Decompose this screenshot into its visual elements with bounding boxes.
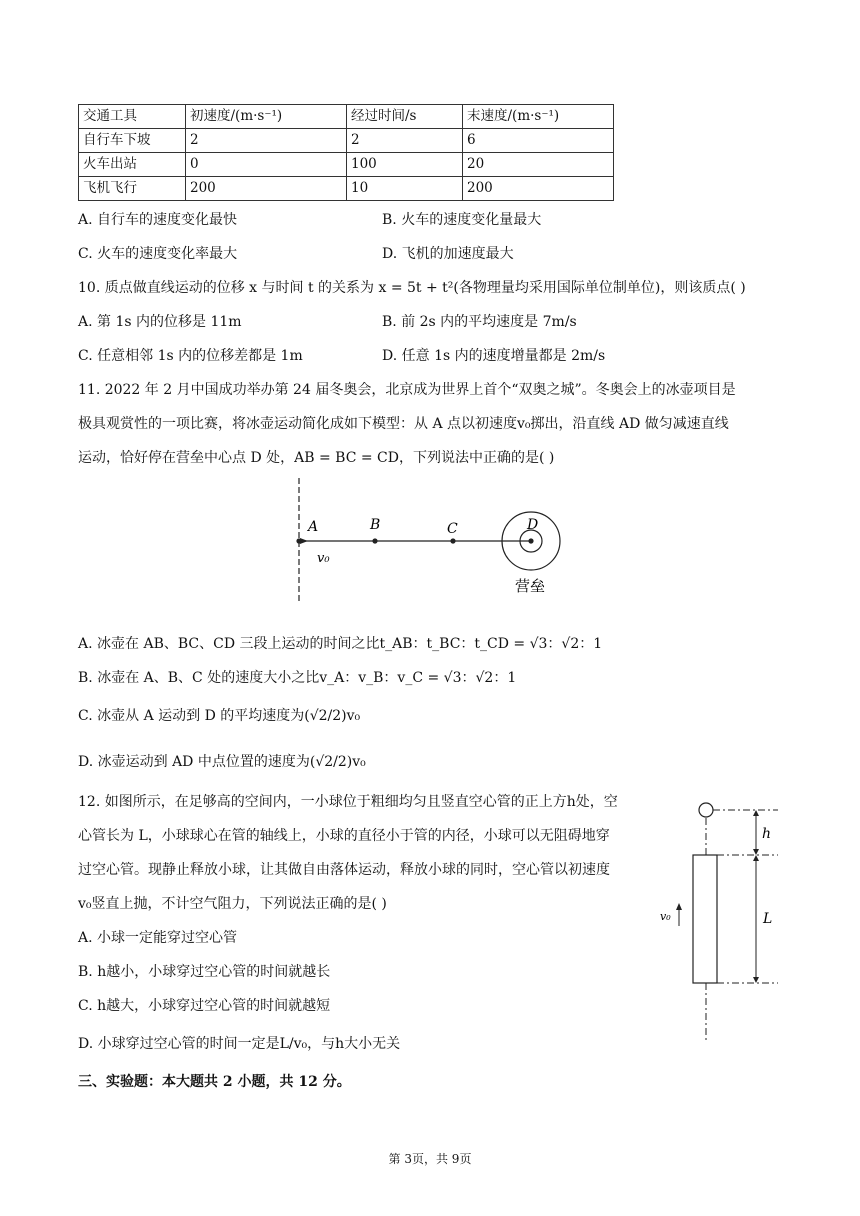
q12-stem-line4: v₀竖直上抛，不计空气阻力，下列说法正确的是( ) — [78, 896, 387, 912]
point-c — [450, 538, 455, 543]
label-l: L — [763, 911, 773, 927]
q11-option-a: A. 冰壶在 AB、BC、CD 三段上运动的时间之比t_AB：t_BC：t_CD = √3：√2：1 — [78, 636, 603, 652]
table-cell: 飞机飞行 — [79, 177, 186, 201]
table-row — [79, 153, 614, 177]
table-cell: 火车出站 — [79, 153, 186, 177]
label-target: 营垒 — [515, 577, 546, 595]
h-arrow-bottom — [753, 849, 759, 855]
table-cell: 自行车下坡 — [79, 129, 186, 153]
table-row — [79, 129, 614, 153]
table-cell: 20 — [463, 153, 614, 177]
q12-stem-line1: 12. 如图所示，在足够高的空间内，一小球位于粗细均匀且竖直空心管的正上方h处，空 — [78, 794, 618, 810]
q10-option-b: B. 前 2s 内的平均速度是 7m/s — [382, 314, 577, 330]
label-v0: v₀ — [317, 551, 330, 566]
curling-diagram — [280, 474, 580, 604]
point-b — [372, 538, 377, 543]
table-cell: 2 — [186, 129, 347, 153]
table-header-cell: 初速度/(m·s⁻¹) — [186, 105, 347, 129]
q9-option-c: C. 火车的速度变化率最大 — [78, 246, 238, 262]
page-footer: 第 3页，共 9页 — [388, 1152, 472, 1166]
table-header-cell: 末速度/(m·s⁻¹) — [463, 105, 614, 129]
label-h: h — [762, 826, 772, 842]
q9-option-b: B. 火车的速度变化量最大 — [382, 212, 542, 228]
h-arrow-top — [753, 810, 759, 816]
q12-option-c: C. h越大，小球穿过空心管的时间就越短 — [78, 998, 331, 1014]
q12-option-a: A. 小球一定能穿过空心管 — [78, 930, 238, 946]
table-cell: 10 — [347, 177, 463, 201]
table-header-cell: 经过时间/s — [347, 105, 463, 129]
q9-option-d: D. 飞机的加速度最大 — [382, 246, 514, 262]
q11-option-c: C. 冰壶从 A 运动到 D 的平均速度为(√2/2)v₀ — [78, 708, 361, 724]
table-cell: 2 — [347, 129, 463, 153]
label-a: A — [308, 519, 319, 535]
table-row — [79, 177, 614, 201]
point-a — [296, 538, 301, 543]
q9-option-a: A. 自行车的速度变化最快 — [78, 212, 238, 228]
table-header-row — [79, 105, 614, 129]
table-cell: 100 — [347, 153, 463, 177]
q10-option-d: D. 任意 1s 内的速度增量都是 2m/s — [382, 348, 606, 364]
q11-option-b: B. 冰壶在 A、B、C 处的速度大小之比v_A：v_B：v_C = √3：√2：1 — [78, 670, 517, 686]
label-c: C — [447, 521, 458, 537]
tube-diagram — [650, 796, 800, 1046]
l-arrow-bottom — [753, 977, 759, 983]
hollow-tube — [693, 855, 717, 983]
q12-stem-line3: 过空心管。现静止释放小球，让其做自由落体运动，释放小球的同时，空心管以初速度 — [78, 862, 610, 878]
label-v0: v₀ — [660, 910, 671, 923]
q11-option-d: D. 冰壶运动到 AD 中点位置的速度为(√2/2)v₀ — [78, 754, 366, 770]
table-cell: 6 — [463, 129, 614, 153]
q11-stem-line2: 极具观赏性的一项比赛，将冰壶运动简化成如下模型：从 A 点以初速度v₀掷出，沿直线 AD 做匀减速直线 — [78, 416, 729, 432]
point-d — [528, 538, 533, 543]
q11-stem-line1: 11. 2022 年 2 月中国成功举办第 24 届冬奥会，北京成为世界上首个“双奥之城”。冬奥会上的冰壶项目是 — [78, 382, 736, 398]
section-title: 三、实验题：本大题共 2 小题，共 12 分。 — [78, 1074, 351, 1090]
v0-arrow-head — [676, 903, 682, 910]
q10-option-a: A. 第 1s 内的位移是 11m — [78, 314, 242, 330]
table-cell: 0 — [186, 153, 347, 177]
q10-option-c: C. 任意相邻 1s 内的位移差都是 1m — [78, 348, 303, 364]
q10-stem: 10. 质点做直线运动的位移 x 与时间 t 的关系为 x = 5t + t²(各物理量均采用国际单位制单位)，则该质点( ) — [78, 280, 746, 296]
l-arrow-top — [753, 855, 759, 861]
label-b: B — [370, 517, 381, 533]
q11-stem-line3: 运动，恰好停在营垒中心点 D 处，AB = BC = CD，下列说法中正确的是( ) — [78, 450, 555, 466]
ball — [699, 803, 713, 817]
vehicle-table — [78, 104, 614, 201]
q12-option-d: D. 小球穿过空心管的时间一定是L/v₀，与h大小无关 — [78, 1036, 401, 1052]
table-cell: 200 — [186, 177, 347, 201]
q12-option-b: B. h越小，小球穿过空心管的时间就越长 — [78, 964, 331, 980]
label-d: D — [527, 517, 539, 533]
table-cell: 200 — [463, 177, 614, 201]
q12-stem-line2: 心管长为 L，小球球心在管的轴线上，小球的直径小于管的内径，小球可以无阻碍地穿 — [78, 828, 610, 844]
table-header-cell: 交通工具 — [79, 105, 186, 129]
